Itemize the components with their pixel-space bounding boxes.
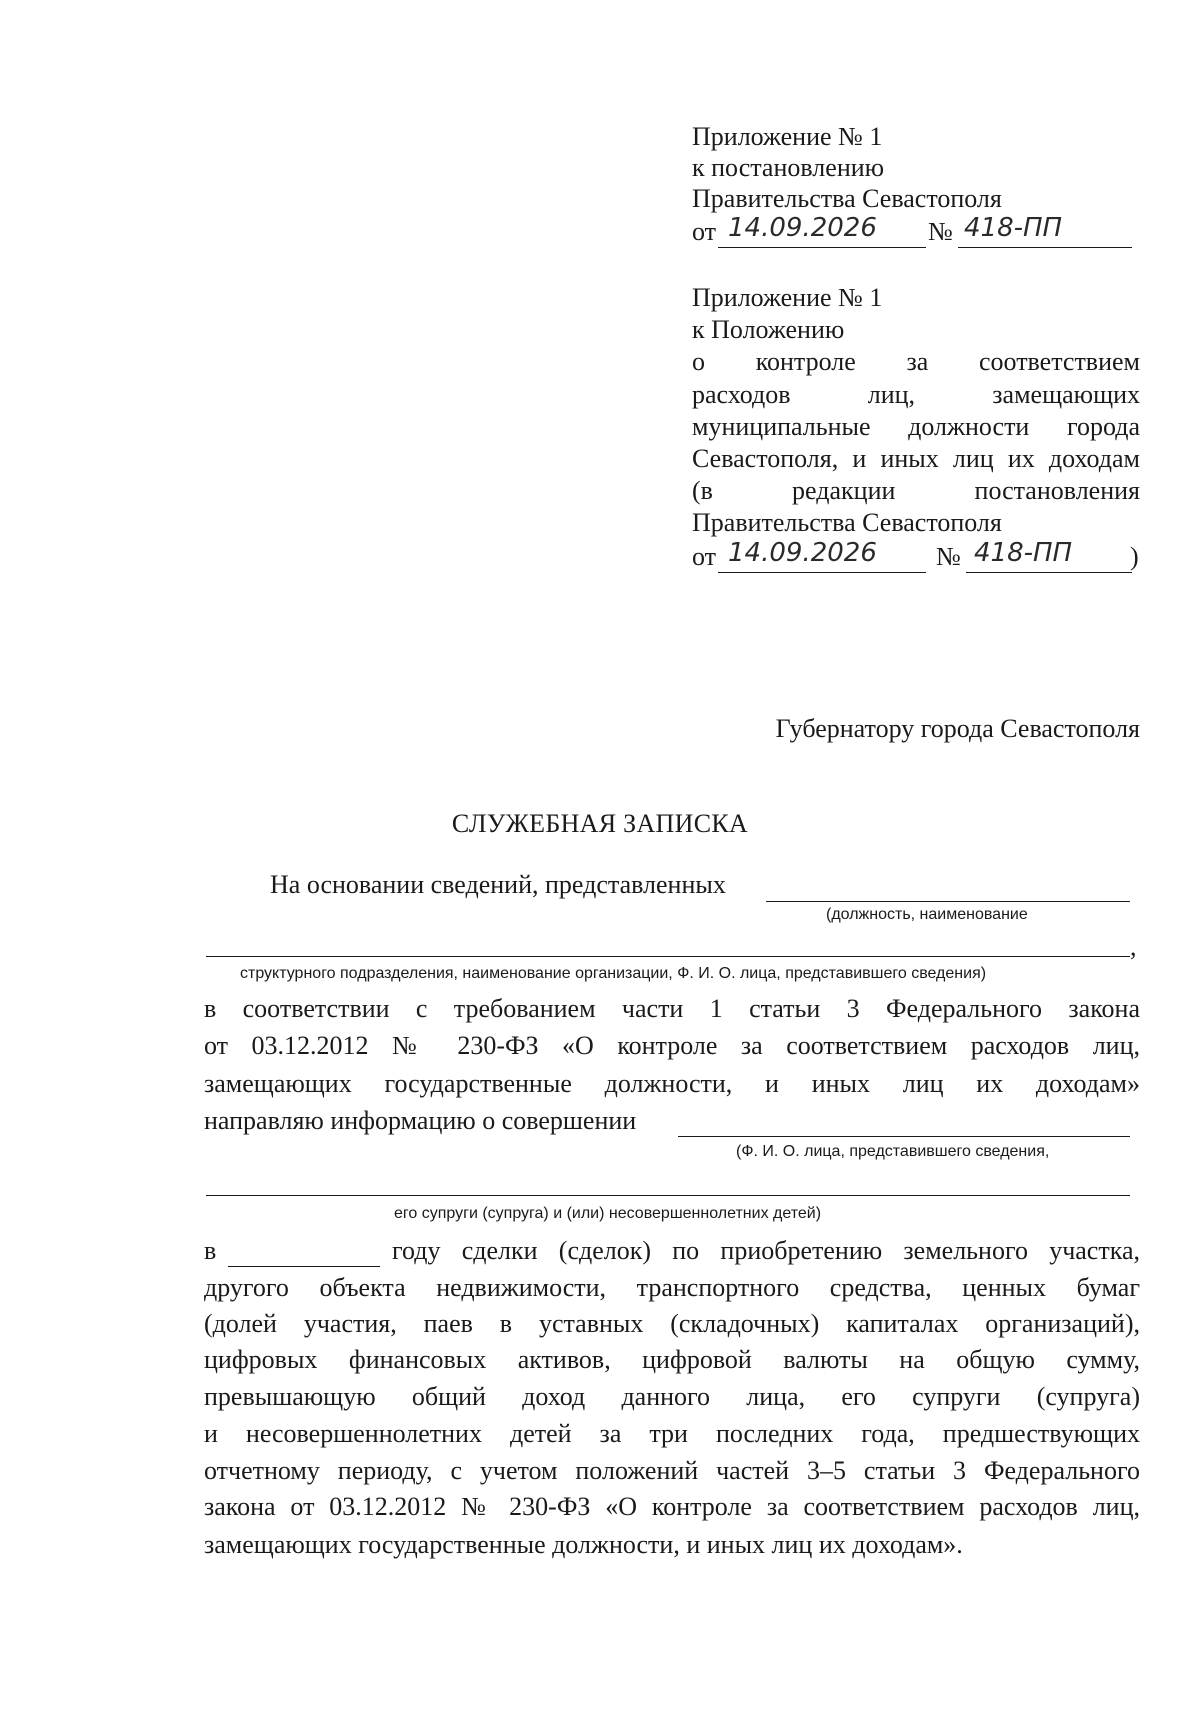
paragraph-line: от 03.12.2012 № 230-ФЗ «О контроле за соответствием расходов лиц,: [204, 1031, 1140, 1060]
number-label: №: [936, 542, 961, 571]
closing-parenthesis: ): [1130, 542, 1139, 571]
field-hint: его супруги (супруга) и (или) несовершеннолетних детей): [394, 1205, 822, 1222]
date-label: от: [692, 542, 717, 571]
date-underline: [718, 572, 926, 573]
field-hint: (Ф. И. О. лица, представившего сведения,: [736, 1143, 1050, 1160]
number-underline: [958, 247, 1132, 248]
paragraph-line: (долей участия, паев в уставных (складочных) капиталах организаций),: [204, 1309, 1140, 1338]
appendix-title: Приложение № 1: [692, 283, 883, 312]
number-label: №: [928, 217, 953, 246]
comma: ,: [1130, 932, 1137, 961]
appendix-subtitle: к постановлению: [692, 153, 885, 182]
appendix-text-line: расходов лиц, замещающих: [692, 380, 1140, 409]
appendix-text-line: (в редакции постановления: [692, 476, 1140, 505]
appendix-issuer: Правительства Севастополя: [692, 508, 1002, 537]
appendix-text-line: о контроле за соответствием: [692, 347, 1140, 376]
handwritten-date: 14.09.2026: [728, 538, 877, 568]
paragraph-line: и несовершеннолетних детей за три последних года, предшествующих: [204, 1419, 1140, 1448]
handwritten-number: 418-ПП: [964, 213, 1063, 243]
date-label: от: [692, 217, 717, 246]
field-hint: структурного подразделения, наименование организации, Ф. И. О. лица, представившего сведения): [240, 965, 987, 982]
paragraph-line: в соответствии с требованием части 1 статьи 3 Федерального закона: [204, 994, 1140, 1023]
addressee: Губернатору города Севастополя: [775, 714, 1140, 743]
appendix-text-line: муниципальные должности города: [692, 412, 1140, 441]
date-underline: [718, 247, 926, 248]
paragraph-line: направляю информацию о совершении: [204, 1106, 637, 1135]
appendix-issuer: Правительства Севастополя: [692, 184, 1002, 213]
relatives-field-line: [206, 1195, 1130, 1196]
handwritten-date: 14.09.2026: [728, 213, 877, 243]
document-title: СЛУЖЕБНАЯ ЗАПИСКА: [451, 809, 749, 838]
organization-field-line: [206, 956, 1130, 957]
year-prefix: в: [204, 1236, 217, 1265]
paragraph-line: превышающую общий доход данного лица, его супруги (супруга): [204, 1382, 1140, 1411]
paragraph-line: другого объекта недвижимости, транспортного средства, ценных бумаг: [204, 1273, 1140, 1302]
appendix-subtitle: к Положению: [692, 315, 845, 344]
intro-text: На основании сведений, представленных: [270, 870, 726, 899]
paragraph-line: цифровых финансовых активов, цифровой валюты на общую сумму,: [204, 1345, 1140, 1374]
paragraph-line: замещающих государственные должности, и иных лиц их доходам».: [204, 1530, 963, 1559]
appendix-text-line: Севастополя, и иных лиц их доходам: [692, 444, 1140, 473]
paragraph-line: замещающих государственные должности, и иных лиц их доходам»: [204, 1069, 1140, 1098]
paragraph-line: отчетному периоду, с учетом положений частей 3–5 статьи 3 Федерального: [204, 1456, 1140, 1485]
handwritten-number: 418-ПП: [974, 538, 1073, 568]
field-hint: (должность, наименование: [826, 906, 1028, 923]
position-field-line: [766, 901, 1130, 902]
paragraph-line: закона от 03.12.2012 № 230-ФЗ «О контроле за соответствием расходов лиц,: [204, 1492, 1140, 1521]
number-underline: [966, 572, 1132, 573]
appendix-title: Приложение № 1: [692, 122, 883, 151]
year-field-line: [228, 1266, 380, 1267]
person-field-line: [678, 1136, 1130, 1137]
paragraph-line: году сделки (сделок) по приобретению земельного участка,: [392, 1236, 1140, 1265]
